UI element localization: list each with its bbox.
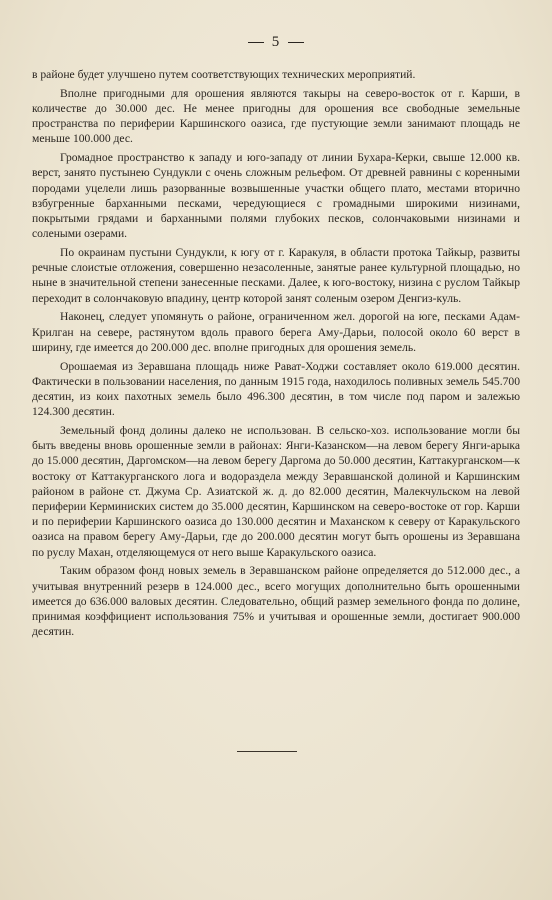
paragraph-2: Вполне пригодными для орошения являются такыры на северо-восток от г. Карши, в количестве до 30.000 дес. Не менее пригодны для орошения все свободные земельные пространства по периферии Каршинского оазиса, где пустующие земли занимают площадь не меньше 100.000 дес. [32, 86, 520, 146]
paragraph-8: Таким образом фонд новых земель в Зеравшанском районе определяется до 512.000 дес., а учитывая внутренний резерв в 124.000 дес., всего могущих дополнительно быть орошенными имеется до 636.000 валовых десятин. Следовательно, общий размер земельного фонда по долине, принимая коэффициент использования 75% и учитывая и орошенные земли, достигает 900.000 десятин. [32, 564, 520, 639]
paragraph-6: Орошаемая из Зеравшана площадь ниже Рават-Ходжи составляет около 619.000 десятин. Фактически в пользовании населения, по данным 1915 года, находилось поливных земель 545.700 десятин, из коих пахотных земель было 496.300 десятин, в том числе под паром и залежью 124.300 десятин. [32, 359, 520, 419]
dash-left [248, 42, 264, 43]
paragraph-7: Земельный фонд долины далеко не использован. В сельско-хоз. использование могли бы быть введены вновь орошенные земли в районах: Янги-Казанском—на левом берегу Янги-арыка до 15.000 десятин, Даргомском—на левом берегу Даргома до 50.000 десятин, Каттакурганском—к востоку от Каттакурганского лога и водораздела между Зеравшанской долиной и Каршинским районом в районе ст. Джума Ср. Азиатской ж. д. до 82.000 десятин, Малекчульском на левой периферии Керминиских систем до 35.000 десятин, Каршинском на северо-востоке от гор. Карши и по периферии Каршинского оазиса до 130.000 десятин и Маханском к северу от Каракульского оазиса на правом берегу Аму-Дарьи, где до 200.000 десятин могут быть орошены из Зеравшана по руслу Махан, отделяющемуся от него выше Каракульского оазиса. [32, 424, 520, 559]
body-text [32, 67, 520, 643]
paragraph-5: Наконец, следует упомянуть о районе, ограниченном жел. дорогой на юге, песками Адам-Крилган на севере, растянутом вдоль правого берега Аму-Дарьи, полосой около 60 верст в ширину, где имеется до 200.000 дес. вполне пригодных для орошения земель. [32, 310, 520, 354]
paragraph-1: в районе будет улучшено путем соответствующих технических мероприятий. [32, 68, 416, 81]
paragraph-4: По окраинам пустыни Сундукли, к югу от г. Каракуля, в области протока Тайкыр, развиты речные слоистые отложения, совершенно незасоленные, занятые ранее культурной площадью, но ныне в значительной степени занесенные песками. Далее, к юго-востоку, низина с руслом Тайкыр переходит в солончаковую впадину, центр которой занят соленым озером Денгиз-куль. [32, 246, 520, 305]
dash-right [288, 42, 304, 43]
page-number [0, 34, 552, 51]
end-rule [237, 751, 297, 752]
paragraph-3: Громадное пространство к западу и юго-западу от линии Бухара-Керки, свыше 12.000 кв. верст, занято пустынею Сундукли с очень сложным рельефом. От древней равнины с коренными породами уцелели лишь разорванные возвышенные участки общего плато, местами вторично взбугренные барханными песками, чередующиеся с громадными широкими низинами, покрытыми грядами и барханными полями глубоких песков, солончаковыми низинами и солеными озерами. [32, 151, 520, 241]
page-number-text: 5 [271, 34, 281, 50]
